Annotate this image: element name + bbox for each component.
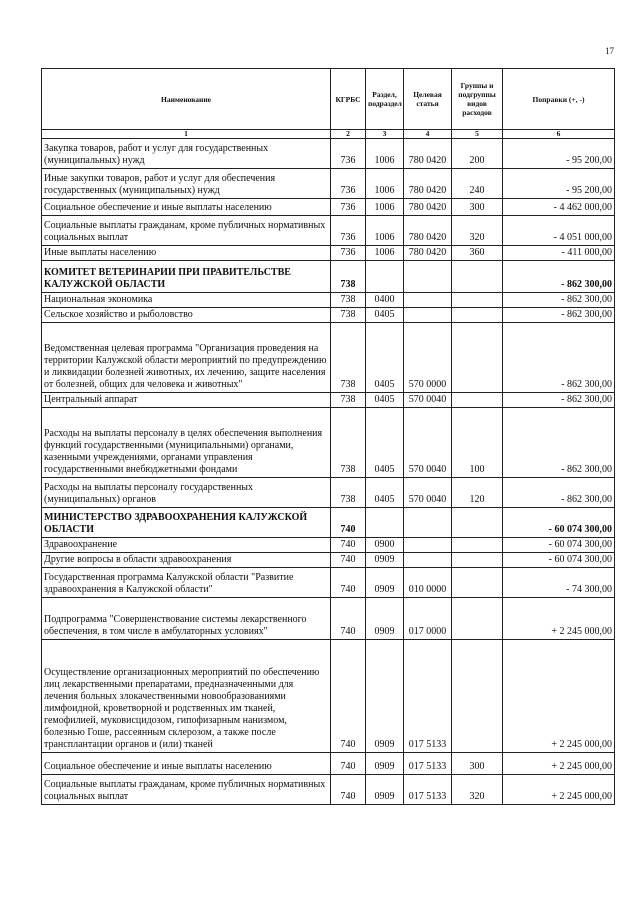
cell-expense-group: 100 — [452, 408, 503, 478]
cell-section: 0909 — [366, 598, 404, 640]
cell-section: 1006 — [366, 216, 404, 246]
cell-amendment-amount: - 60 074 300,00 — [503, 508, 615, 538]
cell-target-article: 017 5133 — [404, 775, 452, 805]
cell-amendment-amount: + 2 245 000,00 — [503, 753, 615, 775]
table-row — [42, 169, 615, 199]
table-row — [42, 246, 615, 261]
cell-target-article: 010 0000 — [404, 568, 452, 598]
cell-target-article: 017 5133 — [404, 753, 452, 775]
budget-amendments-table — [41, 68, 615, 805]
cell-name: Подпрограмма "Совершенствование системы лекарственного обеспечения, в том числе в амбулаторных условиях" — [42, 598, 331, 640]
table-row — [42, 553, 615, 568]
cell-amendment-amount: - 4 051 000,00 — [503, 216, 615, 246]
cell-kgrbs: 738 — [331, 261, 366, 293]
cell-kgrbs: 738 — [331, 478, 366, 508]
cell-kgrbs: 736 — [331, 199, 366, 216]
cell-section — [366, 508, 404, 538]
header-amendments: Поправки (+, -) — [503, 69, 615, 130]
cell-target-article: 570 0040 — [404, 393, 452, 408]
table-row — [42, 753, 615, 775]
table-row — [42, 199, 615, 216]
header-kgrbs: КГРБС — [331, 69, 366, 130]
cell-name: Расходы на выплаты персоналу в целях обеспечения выполнения функций государственными (муниципальными) органами, казенными учреждениями, органами управления государственными внебюджетными фондами — [42, 408, 331, 478]
cell-section: 0405 — [366, 478, 404, 508]
table-row — [42, 308, 615, 323]
column-number: 3 — [366, 130, 404, 139]
cell-amendment-amount: - 4 462 000,00 — [503, 199, 615, 216]
cell-name: Другие вопросы в области здравоохранения — [42, 553, 331, 568]
table-row — [42, 293, 615, 308]
cell-amendment-amount: - 862 300,00 — [503, 478, 615, 508]
table-row — [42, 598, 615, 640]
cell-name: Здравоохранение — [42, 538, 331, 553]
table-row — [42, 538, 615, 553]
cell-name: Расходы на выплаты персоналу государственных (муниципальных) органов — [42, 478, 331, 508]
cell-target-article: 780 0420 — [404, 246, 452, 261]
cell-expense-group — [452, 393, 503, 408]
cell-target-article: 570 0000 — [404, 323, 452, 393]
cell-amendment-amount: + 2 245 000,00 — [503, 598, 615, 640]
cell-expense-group: 240 — [452, 169, 503, 199]
cell-amendment-amount: + 2 245 000,00 — [503, 640, 615, 753]
cell-amendment-amount: - 411 000,00 — [503, 246, 615, 261]
cell-expense-group: 120 — [452, 478, 503, 508]
cell-expense-group — [452, 568, 503, 598]
cell-amendment-amount: - 95 200,00 — [503, 169, 615, 199]
cell-expense-group — [452, 598, 503, 640]
cell-amendment-amount: - 862 300,00 — [503, 393, 615, 408]
cell-section: 0405 — [366, 393, 404, 408]
cell-section: 0909 — [366, 553, 404, 568]
cell-expense-group: 300 — [452, 199, 503, 216]
cell-section: 0405 — [366, 323, 404, 393]
cell-kgrbs: 738 — [331, 408, 366, 478]
table-body — [42, 139, 615, 805]
cell-section: 0405 — [366, 408, 404, 478]
cell-name: Иные выплаты населению — [42, 246, 331, 261]
cell-expense-group — [452, 323, 503, 393]
cell-target-article: 780 0420 — [404, 216, 452, 246]
cell-section: 1006 — [366, 169, 404, 199]
cell-expense-group — [452, 640, 503, 753]
cell-kgrbs: 740 — [331, 775, 366, 805]
table-row — [42, 323, 615, 393]
cell-kgrbs: 740 — [331, 753, 366, 775]
column-number: 4 — [404, 130, 452, 139]
cell-target-article: 780 0420 — [404, 139, 452, 169]
cell-target-article: 780 0420 — [404, 169, 452, 199]
cell-kgrbs: 740 — [331, 640, 366, 753]
cell-expense-group: 300 — [452, 753, 503, 775]
cell-section: 0909 — [366, 775, 404, 805]
cell-target-article: 017 0000 — [404, 598, 452, 640]
header-name: Наименование — [42, 69, 331, 130]
cell-expense-group — [452, 553, 503, 568]
cell-name: КОМИТЕТ ВЕТЕРИНАРИИ ПРИ ПРАВИТЕЛЬСТВЕ КАЛУЖСКОЙ ОБЛАСТИ — [42, 261, 331, 293]
cell-name: Социальные выплаты гражданам, кроме публичных нормативных социальных выплат — [42, 216, 331, 246]
cell-target-article — [404, 538, 452, 553]
department-row — [42, 261, 615, 293]
cell-amendment-amount: - 862 300,00 — [503, 323, 615, 393]
cell-expense-group: 320 — [452, 216, 503, 246]
cell-expense-group: 360 — [452, 246, 503, 261]
table-row — [42, 775, 615, 805]
cell-kgrbs: 740 — [331, 568, 366, 598]
cell-expense-group — [452, 261, 503, 293]
cell-kgrbs: 736 — [331, 169, 366, 199]
cell-name: Осуществление организационных мероприятий по обеспечению лиц лекарственными препаратами, предназначенными для лечения больных злокачественными новообразованиями лимфоидной, кроветворной и родственных им тканей, гемофилией, муковисцидозом, гипофизарным нанизмом, болезнью Гоше, рассеянным склерозом, а также после трансплантации органов и (или) тканей — [42, 640, 331, 753]
department-row — [42, 508, 615, 538]
cell-kgrbs: 738 — [331, 308, 366, 323]
cell-name: Центральный аппарат — [42, 393, 331, 408]
cell-section: 0909 — [366, 568, 404, 598]
cell-kgrbs: 740 — [331, 508, 366, 538]
cell-kgrbs: 740 — [331, 598, 366, 640]
cell-name: Закупка товаров, работ и услуг для государственных (муниципальных) нужд — [42, 139, 331, 169]
cell-expense-group: 320 — [452, 775, 503, 805]
cell-name: МИНИСТЕРСТВО ЗДРАВООХРАНЕНИЯ КАЛУЖСКОЙ ОБЛАСТИ — [42, 508, 331, 538]
cell-kgrbs: 736 — [331, 216, 366, 246]
table-row — [42, 408, 615, 478]
cell-target-article — [404, 508, 452, 538]
cell-section: 1006 — [366, 199, 404, 216]
cell-section: 0909 — [366, 640, 404, 753]
cell-name: Национальная экономика — [42, 293, 331, 308]
header-groups: Группы и подгруппы видов расходов — [452, 69, 503, 130]
cell-amendment-amount: - 60 074 300,00 — [503, 553, 615, 568]
cell-name: Ведомственная целевая программа "Организация проведения на территории Калужской области мероприятий по предупреждению и ликвидации болезней животных, их лечению, защите населения от болезней, общих для человека и животных" — [42, 323, 331, 393]
page-number: 17 — [605, 46, 614, 56]
cell-section: 0400 — [366, 293, 404, 308]
cell-target-article — [404, 293, 452, 308]
cell-kgrbs: 738 — [331, 393, 366, 408]
cell-amendment-amount: + 2 245 000,00 — [503, 775, 615, 805]
cell-amendment-amount: - 74 300,00 — [503, 568, 615, 598]
cell-target-article: 570 0040 — [404, 408, 452, 478]
column-number: 2 — [331, 130, 366, 139]
column-number: 5 — [452, 130, 503, 139]
table-row — [42, 640, 615, 753]
table-row — [42, 216, 615, 246]
cell-name: Сельское хозяйство и рыболовство — [42, 308, 331, 323]
cell-section: 1006 — [366, 246, 404, 261]
cell-amendment-amount: - 862 300,00 — [503, 308, 615, 323]
cell-name: Социальные выплаты гражданам, кроме публичных нормативных социальных выплат — [42, 775, 331, 805]
column-number-row — [42, 130, 615, 139]
cell-name: Социальное обеспечение и иные выплаты населению — [42, 753, 331, 775]
cell-kgrbs: 740 — [331, 538, 366, 553]
table-header-row — [42, 69, 615, 130]
cell-section: 0900 — [366, 538, 404, 553]
cell-amendment-amount: - 862 300,00 — [503, 293, 615, 308]
cell-target-article: 780 0420 — [404, 199, 452, 216]
cell-target-article: 570 0040 — [404, 478, 452, 508]
column-number: 6 — [503, 130, 615, 139]
cell-amendment-amount: - 95 200,00 — [503, 139, 615, 169]
cell-target-article — [404, 261, 452, 293]
table-row — [42, 393, 615, 408]
cell-target-article: 017 5133 — [404, 640, 452, 753]
cell-kgrbs: 738 — [331, 323, 366, 393]
cell-target-article — [404, 308, 452, 323]
cell-section: 1006 — [366, 139, 404, 169]
cell-target-article — [404, 553, 452, 568]
cell-amendment-amount: - 862 300,00 — [503, 408, 615, 478]
column-number: 1 — [42, 130, 331, 139]
table-row — [42, 568, 615, 598]
cell-name: Иные закупки товаров, работ и услуг для обеспечения государственных (муниципальных) нужд — [42, 169, 331, 199]
cell-expense-group — [452, 293, 503, 308]
cell-kgrbs: 736 — [331, 139, 366, 169]
table-row — [42, 139, 615, 169]
cell-kgrbs: 738 — [331, 293, 366, 308]
header-target: Целевая статья — [404, 69, 452, 130]
cell-section — [366, 261, 404, 293]
cell-kgrbs: 736 — [331, 246, 366, 261]
cell-amendment-amount: - 60 074 300,00 — [503, 538, 615, 553]
table-row — [42, 478, 615, 508]
cell-section: 0405 — [366, 308, 404, 323]
cell-kgrbs: 740 — [331, 553, 366, 568]
cell-expense-group — [452, 508, 503, 538]
header-section: Раздел, подраздел — [366, 69, 404, 130]
cell-section: 0909 — [366, 753, 404, 775]
cell-amendment-amount: - 862 300,00 — [503, 261, 615, 293]
cell-expense-group: 200 — [452, 139, 503, 169]
cell-expense-group — [452, 308, 503, 323]
cell-name: Государственная программа Калужской области "Развитие здравоохранения в Калужской области" — [42, 568, 331, 598]
cell-expense-group — [452, 538, 503, 553]
cell-name: Социальное обеспечение и иные выплаты населению — [42, 199, 331, 216]
